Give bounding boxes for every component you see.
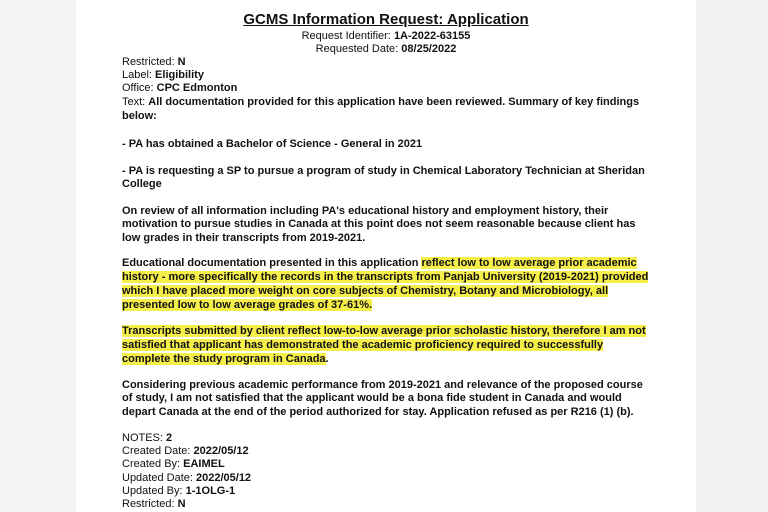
office-field bbox=[122, 82, 237, 95]
education-highlight-4: presented low to low average grades of 37-61%. bbox=[122, 299, 373, 311]
notes-restricted-label: Restricted: bbox=[122, 498, 175, 510]
requested-date bbox=[76, 43, 696, 55]
created-by bbox=[122, 458, 225, 471]
education-paragraph-line4 bbox=[122, 299, 372, 312]
transcripts-paragraph-line3 bbox=[122, 353, 329, 366]
created-date-label: Created Date: bbox=[122, 445, 191, 457]
education-plain-text: Educational documentation presented in this application bbox=[122, 257, 422, 269]
transcripts-end: . bbox=[325, 353, 329, 365]
education-paragraph-line3 bbox=[122, 285, 608, 298]
text-field bbox=[122, 96, 639, 109]
created-by-value: EAIMEL bbox=[183, 458, 225, 470]
education-paragraph-line1 bbox=[122, 257, 637, 270]
request-identifier-label: Request Identifier: bbox=[301, 30, 391, 42]
review-paragraph-line1: On review of all information including PA's educational history and employment history, their bbox=[122, 205, 609, 217]
left-background bbox=[0, 0, 76, 512]
updated-by-value: 1-1OLG-1 bbox=[185, 485, 236, 497]
updated-date-label: Updated Date: bbox=[122, 472, 193, 484]
notes-value: 2 bbox=[166, 432, 173, 444]
label-value: Eligibility bbox=[155, 69, 204, 81]
transcripts-paragraph-line1 bbox=[122, 325, 646, 338]
restricted-label: Restricted: bbox=[122, 56, 175, 68]
transcripts-highlight-1: Transcripts submitted by client reflect low-to-low average prior scholastic history, therefore I am not bbox=[122, 325, 646, 337]
office-value: CPC Edmonton bbox=[156, 82, 238, 94]
finding-program-line2: College bbox=[122, 178, 162, 190]
transcripts-paragraph-line2 bbox=[122, 339, 603, 352]
created-date bbox=[122, 445, 249, 458]
considering-paragraph-line3: depart Canada at the end of the period authorized for stay. Application refused as per R216 (1) (b). bbox=[122, 406, 634, 418]
education-highlight-2: history - more specifically the records in the transcripts from Panjab University (2019-2021) provided bbox=[122, 271, 649, 283]
notes-restricted bbox=[122, 498, 186, 511]
education-highlight-1: reflect low to low average prior academic bbox=[421, 257, 637, 269]
updated-by bbox=[122, 485, 235, 498]
transcripts-highlight-2: satisfied that applicant has demonstrated the academic proficiency required to successfully bbox=[122, 339, 604, 351]
updated-date-value: 2022/05/12 bbox=[196, 472, 252, 484]
document-page bbox=[76, 0, 696, 512]
review-paragraph-line2: motivation to pursue studies in Canada at this point does not seem reasonable because client has bbox=[122, 218, 636, 230]
notes-label: NOTES: bbox=[122, 432, 163, 444]
considering-paragraph-line1: Considering previous academic performance from 2019-2021 and relevance of the proposed course bbox=[122, 379, 643, 391]
education-highlight-3: which I have placed more weight on core subjects of Chemistry, Botany and Microbiology, all bbox=[122, 285, 609, 297]
restricted-value: N bbox=[177, 56, 186, 68]
restricted-field bbox=[122, 56, 186, 69]
transcripts-highlight-3: complete the study program in Canada bbox=[122, 353, 326, 365]
request-identifier bbox=[76, 30, 696, 42]
right-background bbox=[696, 0, 768, 512]
finding-bachelor: - PA has obtained a Bachelor of Science - General in 2021 bbox=[122, 138, 423, 150]
finding-program-line1: - PA is requesting a SP to pursue a program of study in Chemical Laboratory Technician at Sheridan bbox=[122, 165, 645, 177]
label-field bbox=[122, 69, 204, 82]
education-paragraph-line2 bbox=[122, 271, 648, 284]
text-value-line1: All documentation provided for this application have been reviewed. Summary of key findings bbox=[148, 96, 640, 108]
requested-date-label: Requested Date: bbox=[315, 43, 399, 55]
request-identifier-value: 1A-2022-63155 bbox=[393, 30, 471, 42]
notes-count bbox=[122, 432, 172, 445]
notes-restricted-value: N bbox=[177, 498, 186, 510]
text-label: Text: bbox=[122, 96, 146, 108]
considering-paragraph-line2: of study, I am not satisfied that the applicant would be a bona fide student in Canada and would bbox=[122, 392, 622, 404]
requested-date-value: 08/25/2022 bbox=[401, 43, 457, 55]
updated-by-label: Updated By: bbox=[122, 485, 183, 497]
label-label: Label: bbox=[122, 69, 152, 81]
review-paragraph-line3: low grades in their transcripts from 2019-2021. bbox=[122, 232, 366, 244]
created-date-value: 2022/05/12 bbox=[193, 445, 249, 457]
text-value-line2: below: bbox=[122, 110, 157, 122]
created-by-label: Created By: bbox=[122, 458, 181, 470]
document-title: GCMS Information Request: Application bbox=[243, 11, 529, 28]
office-label: Office: bbox=[122, 82, 154, 94]
updated-date bbox=[122, 472, 251, 485]
